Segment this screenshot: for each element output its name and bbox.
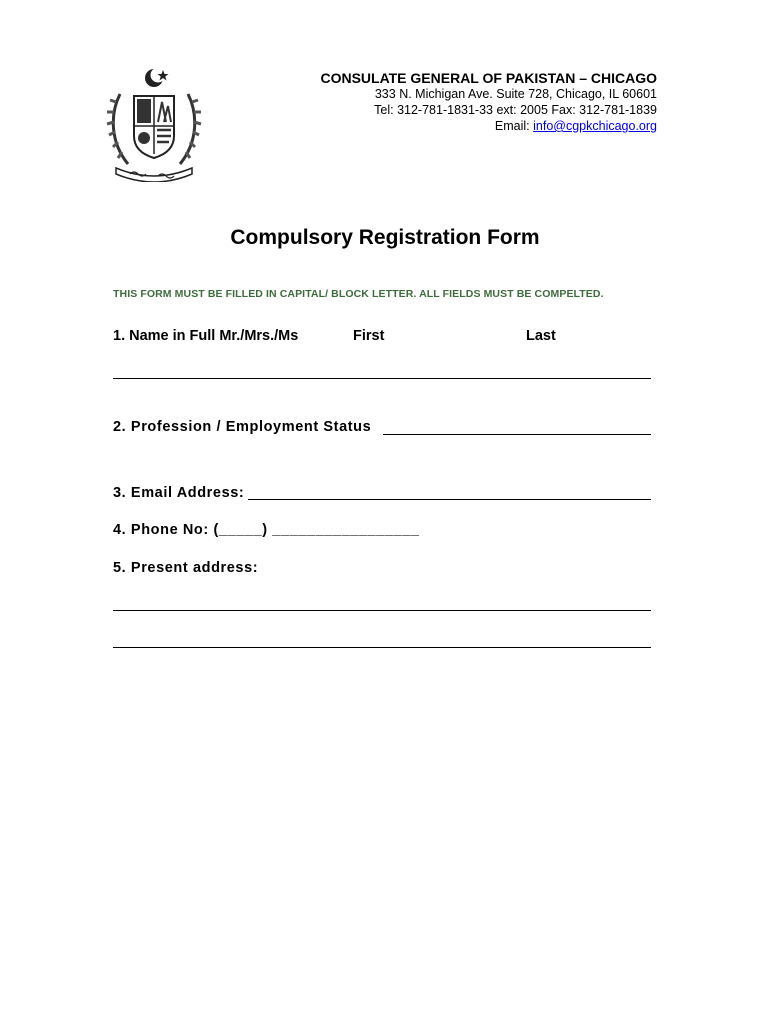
profession-field-line[interactable] [383, 434, 651, 435]
address-field-line-2[interactable] [113, 647, 651, 648]
present-address-label: 5. Present address: [113, 560, 259, 576]
form-instruction: THIS FORM MUST BE FILLED IN CAPITAL/ BLOCK LETTER. ALL FIELDS MUST BE COMPELTED. [113, 288, 604, 300]
last-name-label: Last [526, 328, 556, 344]
phone-label[interactable]: 4. Phone No: (_____) _________________ [113, 522, 420, 538]
profession-label: 2. Profession / Employment Status [113, 419, 372, 435]
email-label: Email: [494, 119, 534, 133]
pakistan-emblem-icon [106, 66, 202, 182]
organization-name: CONSULATE GENERAL OF PAKISTAN – CHICAGO [320, 70, 657, 86]
name-label: 1. Name in Full Mr./Mrs./Ms [113, 328, 299, 344]
phone-fax-line: Tel: 312-781-1831-33 ext: 2005 Fax: 312-781-1839 [374, 103, 657, 117]
form-title: Compulsory Registration Form [230, 226, 540, 249]
first-name-label: First [353, 328, 385, 344]
address-field-line-1[interactable] [113, 610, 651, 611]
name-field-line[interactable] [113, 378, 651, 379]
email-link[interactable]: info@cgpkchicago.org [533, 119, 657, 133]
address-line: 333 N. Michigan Ave. Suite 728, Chicago, IL 60601 [374, 87, 657, 101]
consulate-header [320, 70, 657, 134]
email-line [320, 118, 657, 134]
email-address-label: 3. Email Address: [113, 485, 245, 501]
email-field-line[interactable] [248, 499, 651, 500]
